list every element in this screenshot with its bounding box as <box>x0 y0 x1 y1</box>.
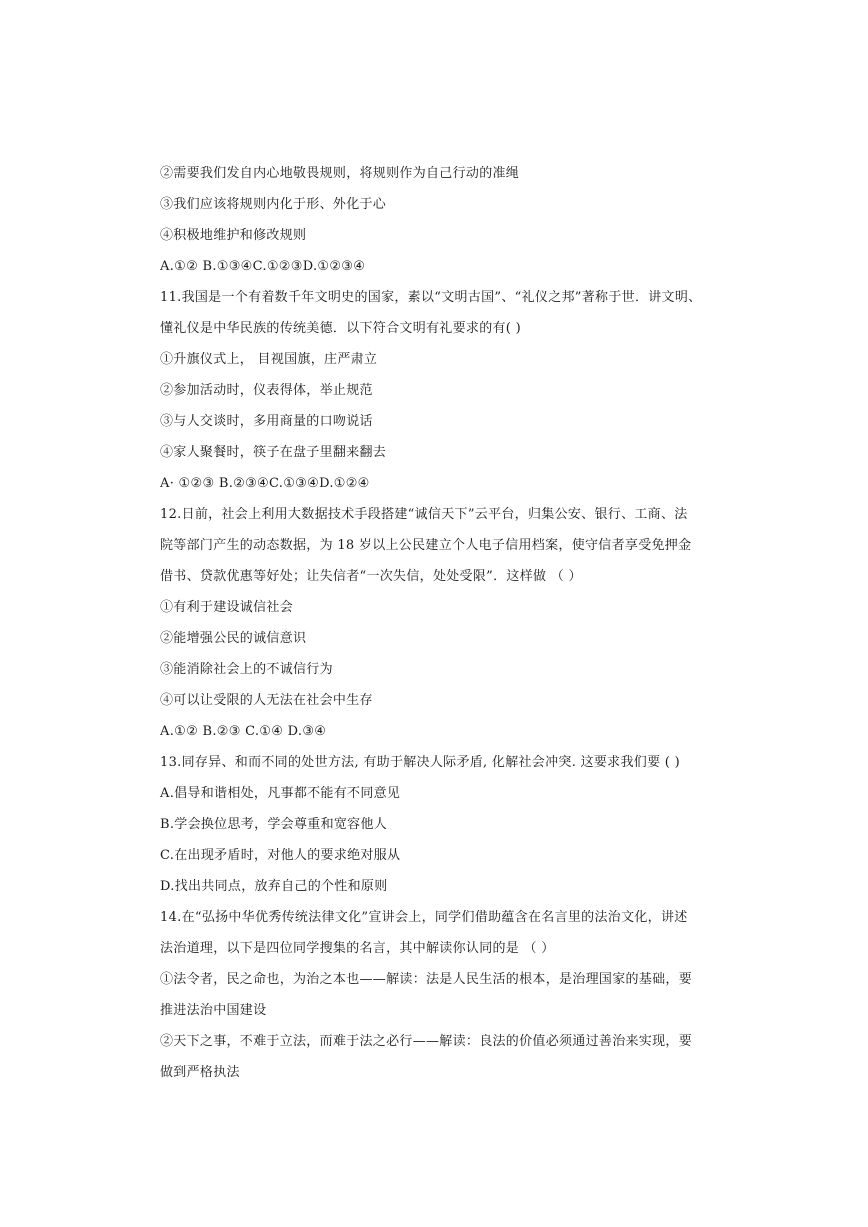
q13-choice-b: B.学会换位思考，学会尊重和宽容他人 <box>160 817 388 832</box>
q14-option-2-line-1: ②天下之事，不难于立法，而难于法之必行——解读：良法的价值必须通过善治来实现，要 <box>160 1034 693 1049</box>
question-12-stem-line-2: 院等部门产生的动态数据，为 18 岁以上公民建立个人电子信用档案，使守信者享受免押金 <box>160 538 692 553</box>
q14-option-1-line-2: 推进法治中国建设 <box>160 1003 267 1018</box>
q13-choice-d: D.找出共同点，放弃自己的个性和原则 <box>160 879 388 894</box>
question-13-stem: 13.同存异、和而不同的处世方法, 有助于解决人际矛盾, 化解社会冲突. 这要求我们要 ( ) <box>160 755 680 770</box>
q13-choice-c: C.在出现矛盾时，对他人的要求绝对服从 <box>160 848 401 863</box>
q14-option-1-line-1: ①法令者，民之命也，为治之本也——解读：法是人民生活的根本，是治理国家的基础，要 <box>160 972 693 987</box>
question-11-stem-line-2: 懂礼仪是中华民族的传统美德．以下符合文明有礼要求的有( ) <box>160 321 521 336</box>
q13-choice-a: A.倡导和谐相处，凡事都不能有不同意见 <box>160 786 401 801</box>
q11-option-4: ④家人聚餐时，筷子在盘子里翻来翻去 <box>160 445 387 460</box>
question-11-stem-line-1: 11.我国是一个有着数千年文明史的国家，素以“文明古国”、“礼仪之邦”著称于世．讲文明、 <box>160 290 702 305</box>
question-14-stem-line-1: 14.在“弘扬中华优秀传统法律文化”宣讲会上，同学们借助蕴含在名言里的法治文化，讲述 <box>160 910 688 925</box>
q11-option-2: ②参加活动时，仪表得体，举止规范 <box>160 383 373 398</box>
answer-choices-q12: A.①② B.②③ C.①④ D.③④ <box>160 724 327 739</box>
q11-option-3: ③与人交谈时，多用商量的口吻说话 <box>160 414 373 429</box>
answer-choices-q11: A· ①②③ B.②③④C.①③④D.①②④ <box>160 476 370 491</box>
option-line-2: ②需要我们发自内心地敬畏规则，将规则作为自己行动的准绳 <box>160 166 520 181</box>
q12-option-3: ③能消除社会上的不诚信行为 <box>160 662 333 677</box>
q12-option-1: ①有利于建设诚信社会 <box>160 600 294 615</box>
option-line-4: ④积极地维护和修改规则 <box>160 228 307 243</box>
answer-choices-q10: A.①② B.①③④C.①②③D.①②③④ <box>160 259 366 274</box>
question-12-stem-line-1: 12.日前，社会上利用大数据技术手段搭建“诚信天下”云平台，归集公安、银行、工商、法 <box>160 507 688 522</box>
q14-option-2-line-2: 做到严格执法 <box>160 1065 240 1080</box>
question-12-stem-line-3: 借书、贷款优惠等好处；让失信者“一次失信，处处受限”．这样做 （ ） <box>160 569 582 584</box>
option-line-3: ③我们应该将规则内化于形、外化于心 <box>160 197 387 212</box>
document-body <box>160 158 720 1088</box>
question-14-stem-line-2: 法治道理，以下是四位同学搜集的名言，其中解读你认同的是 （ ） <box>160 941 555 956</box>
q12-option-4: ④可以让受限的人无法在社会中生存 <box>160 693 373 708</box>
q12-option-2: ②能增强公民的诚信意识 <box>160 631 307 646</box>
q11-option-1: ①升旗仪式上， 目视国旗，庄严肃立 <box>160 352 378 367</box>
